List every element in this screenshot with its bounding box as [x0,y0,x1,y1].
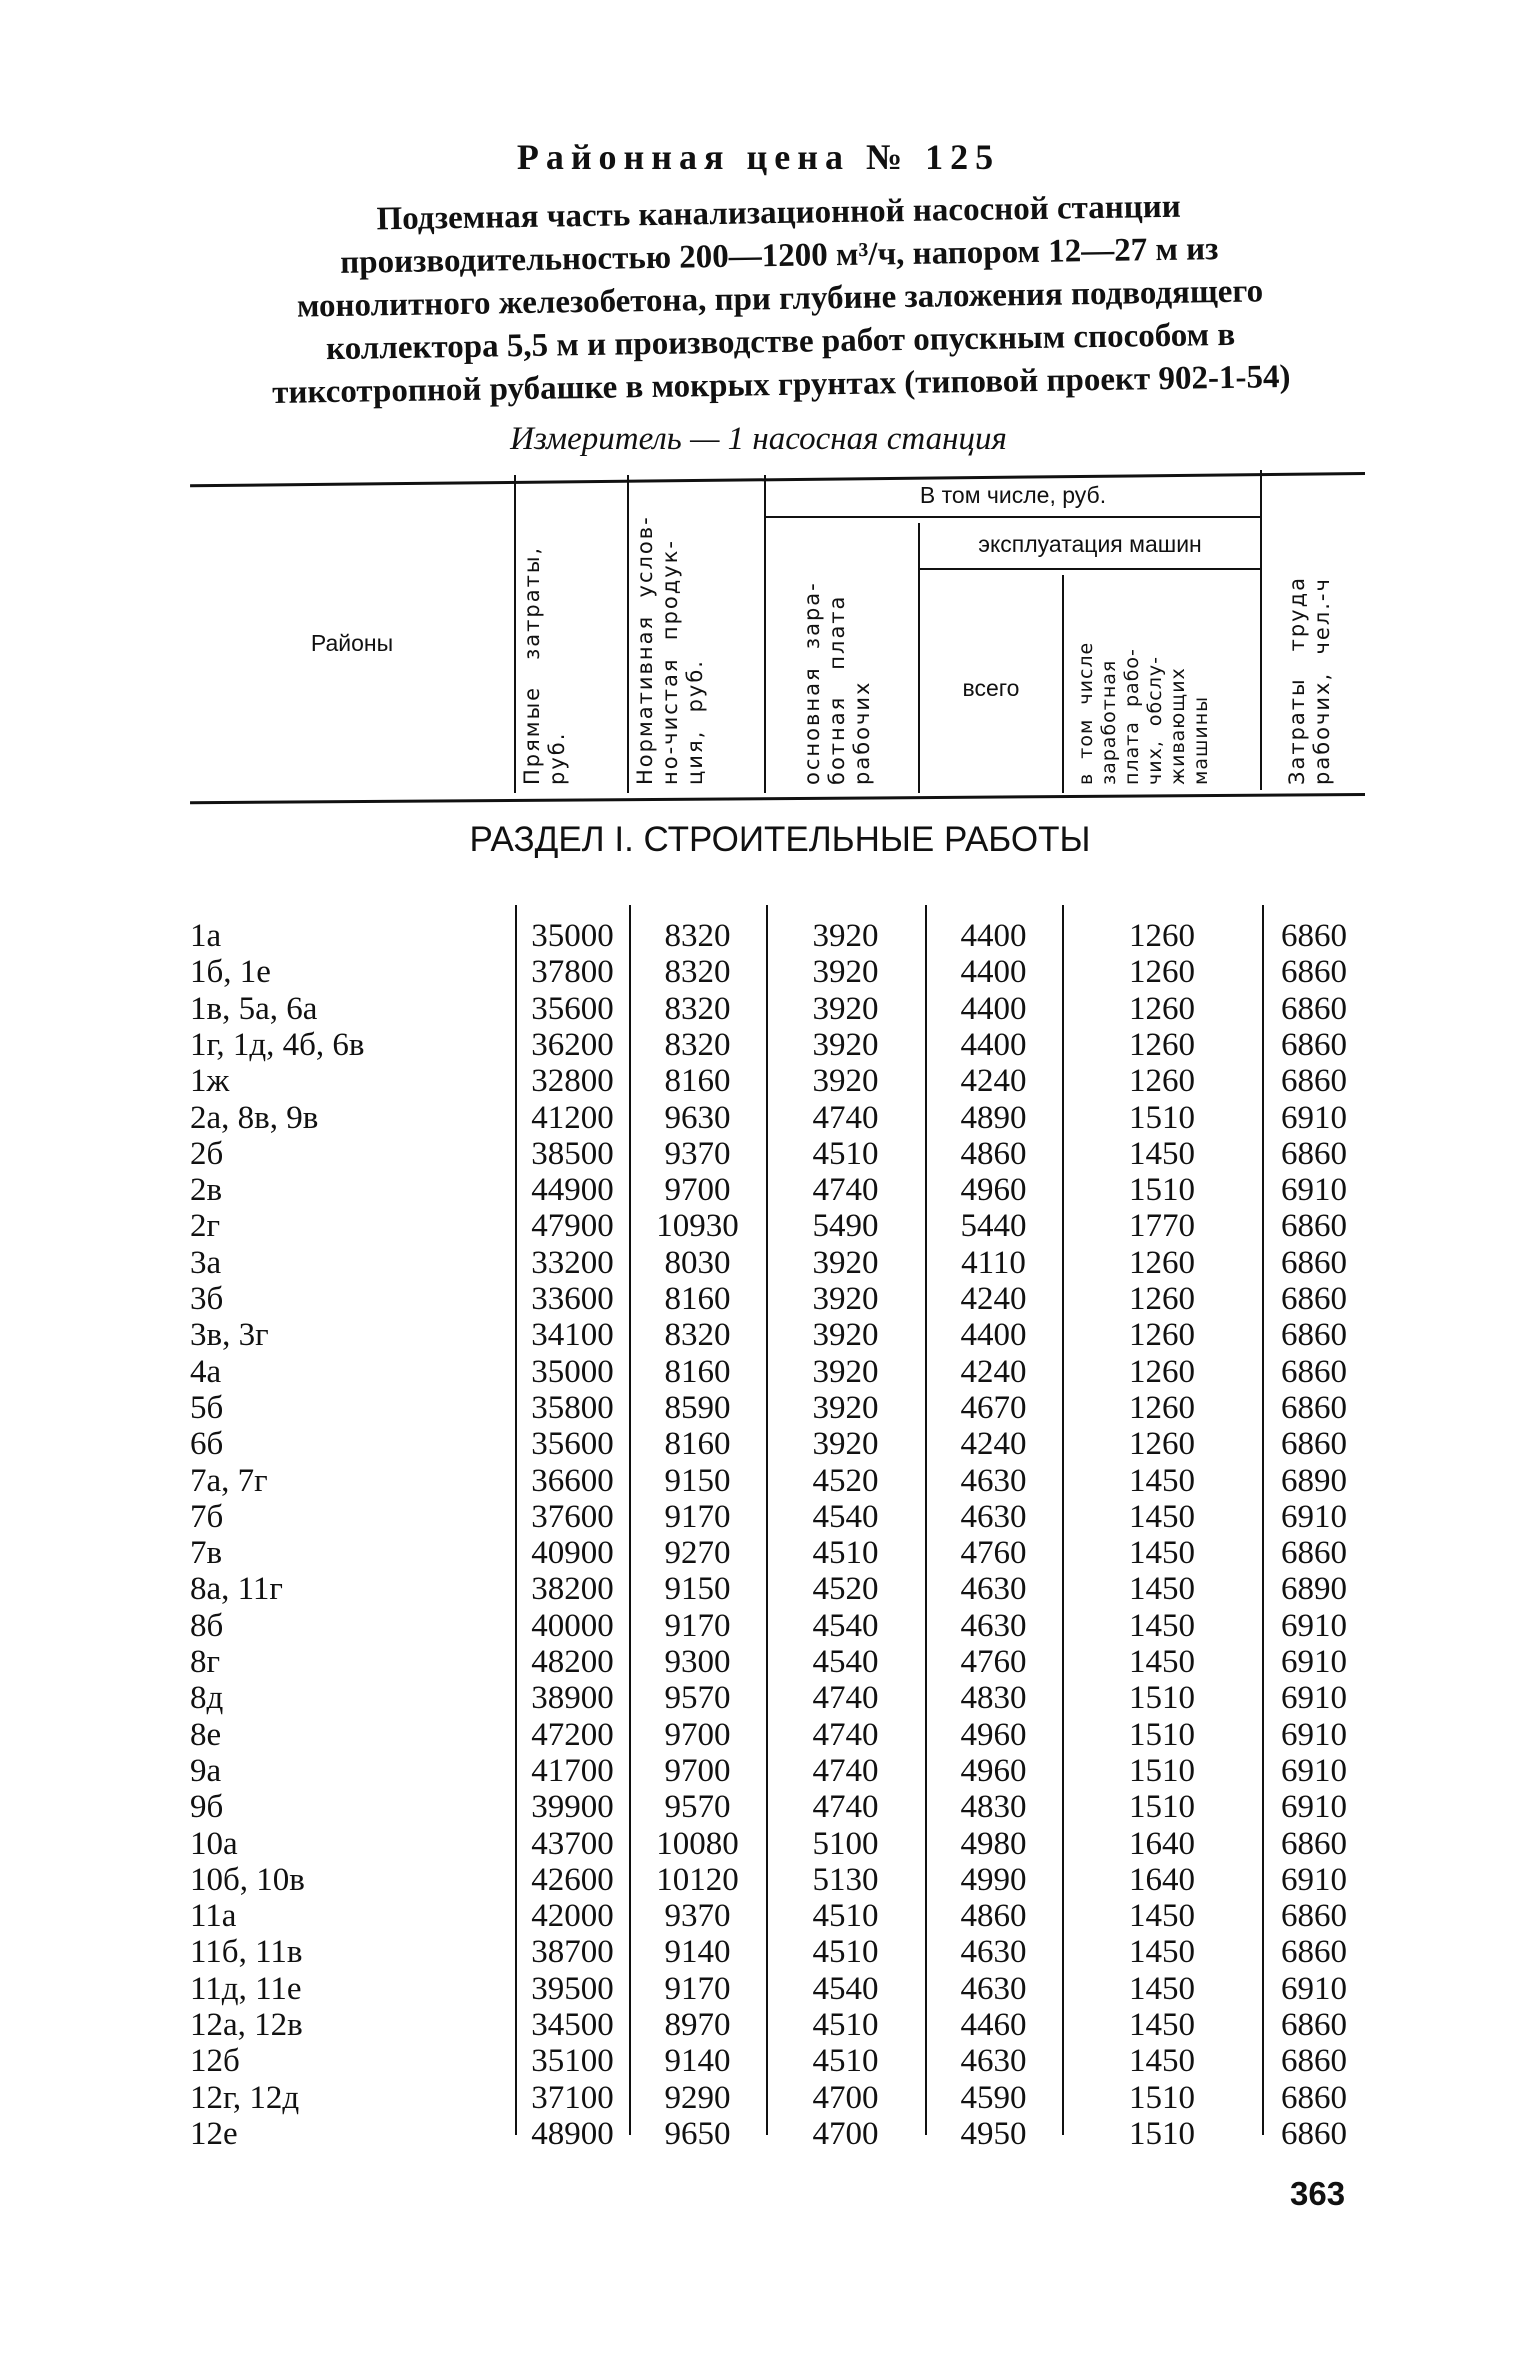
operator-wage-cell: 1260 [1129,954,1195,991]
operator-wage-cell: 1450 [1129,1498,1195,1535]
header-normative-product: Нормативная услов- но-чистая продук- ция, руб. [633,515,707,785]
header-divider [627,475,629,793]
table-row [0,1390,1517,1426]
header-machine-operation: эксплуатация машин [978,531,1202,557]
header-direct-costs: Прямые затраты, руб. [520,545,569,785]
direct-costs-cell: 34500 [531,2007,614,2043]
machine-total-cell: 5440 [960,1208,1027,1245]
header-labor: Затраты труда рабочих, чел.-ч [1285,576,1334,785]
machine-total-cell: 4590 [960,2079,1027,2116]
operator-wage-cell: 1450 [1129,1607,1195,1644]
direct-costs-cell: 39500 [531,1970,614,2007]
normative-product-cell: 9140 [664,2043,731,2080]
table-row [0,1245,1517,1281]
region-label: 7а, 7г [190,1462,268,1499]
direct-costs-cell: 42600 [531,1861,614,1898]
base-wage-cell: 4540 [812,1644,879,1680]
direct-costs-cell: 35600 [531,1426,614,1463]
table-row [0,1862,1517,1898]
table-row [0,1281,1517,1317]
machine-total-cell: 4830 [960,1680,1027,1717]
normative-product-cell: 9650 [664,2115,731,2152]
region-label: 12б [190,2043,240,2080]
labor-cost-cell: 6860 [1281,1317,1347,1354]
table-row [0,1608,1517,1644]
base-wage-cell: 4740 [812,1752,879,1789]
operator-wage-cell: 1260 [1129,990,1195,1027]
region-label: 10а [190,1825,238,1862]
operator-wage-cell: 1510 [1129,1716,1195,1753]
machine-total-cell: 4630 [960,1462,1027,1499]
table-row [0,1463,1517,1499]
labor-cost-cell: 6860 [1281,1135,1347,1172]
table-row [0,991,1517,1027]
direct-costs-cell: 41700 [531,1752,614,1789]
price-description: Подземная часть канализационной насосной станции производительностью 200—1200 м³/ч, напором 12—27 м из монолитного железобетона, при глубине заложения подводящего коллектора 5,5 м и производстве работ опускным способом в тиксотропной рубашке в мокрых грунтах (типовой проект 902-1-54) [271,188,1291,411]
base-wage-cell: 3920 [812,1353,879,1390]
section-title: РАЗДЕЛ I. СТРОИТЕЛЬНЫЕ РАБОТЫ [469,820,1091,859]
table-row [0,1063,1517,1099]
base-wage-cell: 5100 [812,1825,879,1862]
machine-total-cell: 4240 [960,1063,1027,1100]
operator-wage-cell: 1450 [1129,1571,1195,1608]
normative-product-cell: 8970 [664,2007,731,2043]
normative-product-cell: 9270 [664,1535,731,1572]
operator-wage-cell: 1510 [1129,1172,1195,1209]
region-label: 6б [190,1426,224,1463]
operator-wage-cell: 1450 [1129,1934,1195,1971]
table-row [0,1136,1517,1172]
machine-total-cell: 4960 [960,1752,1027,1789]
labor-cost-cell: 6860 [1281,1825,1347,1862]
normative-product-cell: 9140 [664,1934,731,1971]
table-row [0,1898,1517,1934]
labor-cost-cell: 6910 [1281,1680,1347,1717]
machine-total-cell: 4950 [960,2115,1027,2152]
normative-product-cell: 9700 [664,1716,731,1753]
labor-cost-cell: 6860 [1281,1208,1347,1245]
machine-total-cell: 4630 [960,1934,1027,1971]
machine-total-cell: 4110 [961,1244,1026,1281]
base-wage-cell: 4740 [812,1716,879,1753]
region-label: 12г, 12д [190,2079,300,2116]
operator-wage-cell: 1770 [1129,1208,1195,1245]
table-row [0,1789,1517,1825]
normative-product-cell: 9150 [664,1462,731,1499]
measurement-unit: Измеритель — 1 насосная станция [510,421,1007,457]
labor-cost-cell: 6910 [1281,1752,1347,1789]
header-divider [514,475,516,793]
normative-product-cell: 8160 [664,1426,731,1463]
normative-product-cell: 9570 [664,1680,731,1717]
table-row [0,1680,1517,1716]
base-wage-cell: 4540 [812,1970,879,2007]
region-label: 12е [190,2115,238,2152]
normative-product-cell: 9370 [664,1135,731,1172]
normative-product-cell: 8320 [664,918,731,954]
machine-total-cell: 4240 [960,1281,1027,1317]
normative-product-cell: 9290 [664,2079,731,2116]
direct-costs-cell: 38500 [531,1135,614,1172]
normative-product-cell: 9370 [664,1898,731,1935]
table-row [0,1027,1517,1063]
operator-wage-cell: 1450 [1129,1898,1195,1935]
machine-total-cell: 4630 [960,1571,1027,1608]
table-row [0,2007,1517,2043]
region-label: 9а [190,1752,222,1789]
direct-costs-cell: 38700 [531,1934,614,1971]
labor-cost-cell: 6910 [1281,1970,1347,2007]
header-bottom-rule [190,793,1365,804]
operator-wage-cell: 1510 [1129,2079,1195,2116]
base-wage-cell: 3920 [812,1426,879,1463]
labor-cost-cell: 6910 [1281,1789,1347,1826]
region-label: 1в, 5а, 6а [190,990,318,1027]
labor-cost-cell: 6910 [1281,1172,1347,1209]
region-label: 2а, 8в, 9в [190,1099,319,1136]
region-label: 7б [190,1498,224,1535]
labor-cost-cell: 6890 [1281,1462,1347,1499]
normative-product-cell: 8590 [664,1389,731,1426]
base-wage-cell: 3920 [812,1063,879,1100]
base-wage-cell: 4700 [812,2115,879,2152]
direct-costs-cell: 38900 [531,1680,614,1717]
base-wage-cell: 3920 [812,990,879,1027]
region-label: 1ж [190,1063,230,1100]
base-wage-cell: 4510 [812,1934,879,1971]
table-row [0,1317,1517,1353]
normative-product-cell: 9170 [664,1607,731,1644]
region-label: 1б, 1е [190,954,271,991]
machines-rule [920,568,1260,570]
direct-costs-cell: 40900 [531,1535,614,1572]
table-row [0,1934,1517,1970]
header-divider [1260,470,1262,790]
operator-wage-cell: 1640 [1129,1861,1195,1898]
normative-product-cell: 8320 [664,954,731,991]
machine-total-cell: 4630 [960,2043,1027,2080]
region-label: 9б [190,1789,224,1826]
direct-costs-cell: 37600 [531,1498,614,1535]
table-row [0,2080,1517,2116]
operator-wage-cell: 1260 [1129,1281,1195,1317]
labor-cost-cell: 6860 [1281,1353,1347,1390]
table-row [0,1100,1517,1136]
direct-costs-cell: 40000 [531,1607,614,1644]
header-total: всего [962,675,1020,701]
labor-cost-cell: 6910 [1281,1607,1347,1644]
labor-cost-cell: 6860 [1281,2007,1347,2043]
normative-product-cell: 8160 [664,1353,731,1390]
table-row [0,1208,1517,1244]
region-label: 2г [190,1208,221,1245]
region-label: 2в [190,1172,223,1209]
operator-wage-cell: 1450 [1129,1970,1195,2007]
normative-product-cell: 10080 [656,1825,739,1862]
direct-costs-cell: 36200 [531,1026,614,1063]
region-label: 8б [190,1607,224,1644]
base-wage-cell: 4510 [812,2043,879,2080]
machine-total-cell: 4400 [960,918,1027,954]
base-wage-cell: 4740 [812,1680,879,1717]
header-divider [1062,575,1064,793]
table-row [0,1644,1517,1680]
normative-product-cell: 9170 [664,1970,731,2007]
operator-wage-cell: 1260 [1129,918,1195,954]
region-label: 8д [190,1680,224,1717]
direct-costs-cell: 35600 [531,990,614,1027]
labor-cost-cell: 6910 [1281,1099,1347,1136]
direct-costs-cell: 35800 [531,1389,614,1426]
labor-cost-cell: 6860 [1281,2043,1347,2080]
machine-total-cell: 4400 [960,990,1027,1027]
region-label: 8г [190,1644,221,1680]
base-wage-cell: 3920 [812,954,879,991]
machine-total-cell: 4960 [960,1172,1027,1209]
normative-product-cell: 9570 [664,1789,731,1826]
machine-total-cell: 4890 [960,1099,1027,1136]
operator-wage-cell: 1510 [1129,1752,1195,1789]
region-label: 5б [190,1389,224,1426]
direct-costs-cell: 32800 [531,1063,614,1100]
machine-total-cell: 4960 [960,1716,1027,1753]
table-row [0,1426,1517,1462]
labor-cost-cell: 6890 [1281,1571,1347,1608]
normative-product-cell: 8320 [664,1317,731,1354]
labor-cost-cell: 6860 [1281,1026,1347,1063]
operator-wage-cell: 1510 [1129,2115,1195,2152]
labor-cost-cell: 6910 [1281,1716,1347,1753]
normative-product-cell: 9150 [664,1571,731,1608]
machine-total-cell: 4760 [960,1644,1027,1680]
labor-cost-cell: 6860 [1281,1934,1347,1971]
header-divider [918,523,920,793]
machine-total-cell: 4860 [960,1898,1027,1935]
direct-costs-cell: 39900 [531,1789,614,1826]
region-label: 1а [190,918,222,954]
base-wage-cell: 4740 [812,1099,879,1136]
labor-cost-cell: 6910 [1281,1498,1347,1535]
table-row [0,1571,1517,1607]
machine-total-cell: 4980 [960,1825,1027,1862]
direct-costs-cell: 37800 [531,954,614,991]
machine-total-cell: 4400 [960,1026,1027,1063]
direct-costs-cell: 42000 [531,1898,614,1935]
normative-product-cell: 9170 [664,1498,731,1535]
base-wage-cell: 3920 [812,918,879,954]
header-including: В том числе, руб. [919,482,1107,508]
operator-wage-cell: 1510 [1129,1099,1195,1136]
labor-cost-cell: 6910 [1281,1861,1347,1898]
direct-costs-cell: 36600 [531,1462,614,1499]
table-row [0,1717,1517,1753]
direct-costs-cell: 34100 [531,1317,614,1354]
labor-cost-cell: 6860 [1281,954,1347,991]
direct-costs-cell: 38200 [531,1571,614,1608]
direct-costs-cell: 47900 [531,1208,614,1245]
normative-product-cell: 8030 [664,1244,731,1281]
normative-product-cell: 8320 [664,1026,731,1063]
labor-cost-cell: 6860 [1281,1063,1347,1100]
region-label: 10б, 10в [190,1861,305,1898]
base-wage-cell: 4510 [812,1535,879,1572]
direct-costs-cell: 41200 [531,1099,614,1136]
base-wage-cell: 4740 [812,1172,879,1209]
operator-wage-cell: 1450 [1129,1135,1195,1172]
region-label: 12а, 12в [190,2007,303,2043]
region-label: 3б [190,1281,224,1317]
operator-wage-cell: 1510 [1129,1680,1195,1717]
base-wage-cell: 3920 [812,1244,879,1281]
labor-cost-cell: 6860 [1281,1281,1347,1317]
table-row [0,1535,1517,1571]
operator-wage-cell: 1260 [1129,1317,1195,1354]
direct-costs-cell: 33600 [531,1281,614,1317]
machine-total-cell: 4400 [960,1317,1027,1354]
region-label: 1г, 1д, 4б, 6в [190,1026,365,1063]
normative-product-cell: 9630 [664,1099,731,1136]
base-wage-cell: 5490 [812,1208,879,1245]
machine-total-cell: 4400 [960,954,1027,991]
base-wage-cell: 4520 [812,1571,879,1608]
base-wage-cell: 3920 [812,1317,879,1354]
direct-costs-cell: 35000 [531,918,614,954]
labor-cost-cell: 6910 [1281,1644,1347,1680]
table-row [0,1753,1517,1789]
operator-wage-cell: 1260 [1129,1244,1195,1281]
normative-product-cell: 9300 [664,1644,731,1680]
region-label: 11б, 11в [190,1934,303,1971]
machine-total-cell: 4830 [960,1789,1027,1826]
labor-cost-cell: 6860 [1281,2079,1347,2116]
operator-wage-cell: 1260 [1129,1353,1195,1390]
region-label: 7в [190,1535,223,1572]
normative-product-cell: 8320 [664,990,731,1027]
operator-wage-cell: 1260 [1129,1026,1195,1063]
operator-wage-cell: 1510 [1129,1789,1195,1826]
base-wage-cell: 3920 [812,1026,879,1063]
table-row [0,1172,1517,1208]
table-row [0,954,1517,990]
header-regions: Районы [310,630,394,656]
labor-cost-cell: 6860 [1281,1535,1347,1572]
direct-costs-cell: 44900 [531,1172,614,1209]
machine-total-cell: 4670 [960,1389,1027,1426]
labor-cost-cell: 6860 [1281,1244,1347,1281]
operator-wage-cell: 1260 [1129,1063,1195,1100]
machine-total-cell: 4860 [960,1135,1027,1172]
region-label: 3в, 3г [190,1317,269,1354]
table-row [0,918,1517,954]
machine-total-cell: 4240 [960,1353,1027,1390]
base-wage-cell: 4510 [812,2007,879,2043]
base-wage-cell: 5130 [812,1861,879,1898]
table-row [0,2043,1517,2079]
direct-costs-cell: 33200 [531,1244,614,1281]
labor-cost-cell: 6860 [1281,918,1347,954]
normative-product-cell: 8160 [664,1281,731,1317]
region-label: 8а, 11г [190,1571,283,1608]
table-row [0,1499,1517,1535]
base-wage-cell: 4520 [812,1462,879,1499]
machine-total-cell: 4760 [960,1535,1027,1572]
including-rule [766,516,1260,518]
table-row [0,2116,1517,2152]
operator-wage-cell: 1450 [1129,2043,1195,2080]
operator-wage-cell: 1450 [1129,1462,1195,1499]
normative-product-cell: 9700 [664,1172,731,1209]
base-wage-cell: 3920 [812,1281,879,1317]
normative-product-cell: 8160 [664,1063,731,1100]
machine-total-cell: 4630 [960,1970,1027,2007]
base-wage-cell: 3920 [812,1389,879,1426]
labor-cost-cell: 6860 [1281,2115,1347,2152]
machine-total-cell: 4460 [960,2007,1027,2043]
region-label: 2б [190,1135,224,1172]
base-wage-cell: 4740 [812,1789,879,1826]
direct-costs-cell: 37100 [531,2079,614,2116]
machine-total-cell: 4630 [960,1498,1027,1535]
region-label: 8е [190,1716,222,1753]
machine-total-cell: 4990 [960,1861,1027,1898]
page-number: 363 [1290,2175,1346,2212]
table-row [0,1826,1517,1862]
machine-total-cell: 4240 [960,1426,1027,1463]
labor-cost-cell: 6860 [1281,1389,1347,1426]
labor-cost-cell: 6860 [1281,990,1347,1027]
direct-costs-cell: 35100 [531,2043,614,2080]
region-label: 11д, 11е [190,1970,302,2007]
operator-wage-cell: 1260 [1129,1389,1195,1426]
price-title: Районная цена № 125 [516,137,1001,177]
direct-costs-cell: 47200 [531,1716,614,1753]
operator-wage-cell: 1640 [1129,1825,1195,1862]
table-row [0,1971,1517,2007]
labor-cost-cell: 6860 [1281,1426,1347,1463]
base-wage-cell: 4510 [812,1898,879,1935]
base-wage-cell: 4540 [812,1498,879,1535]
base-wage-cell: 4510 [812,1135,879,1172]
direct-costs-cell: 48200 [531,1644,614,1680]
table-row [0,1354,1517,1390]
direct-costs-cell: 35000 [531,1353,614,1390]
machine-total-cell: 4630 [960,1607,1027,1644]
normative-product-cell: 10930 [656,1208,739,1245]
region-label: 11а [190,1898,237,1935]
labor-cost-cell: 6860 [1281,1898,1347,1935]
operator-wage-cell: 1450 [1129,2007,1195,2043]
base-wage-cell: 4540 [812,1607,879,1644]
header-divider [764,475,766,793]
operator-wage-cell: 1450 [1129,1535,1195,1572]
header-base-wage: основная зара- ботная плата рабочих [800,581,874,785]
header-operator-wage: в том числе заработная плата рабо- чих, обслу- живающих машины [1075,641,1212,785]
operator-wage-cell: 1260 [1129,1426,1195,1463]
direct-costs-cell: 43700 [531,1825,614,1862]
normative-product-cell: 10120 [656,1861,739,1898]
region-label: 3а [190,1244,222,1281]
base-wage-cell: 4700 [812,2079,879,2116]
normative-product-cell: 9700 [664,1752,731,1789]
direct-costs-cell: 48900 [531,2115,614,2152]
region-label: 4а [190,1353,222,1390]
operator-wage-cell: 1450 [1129,1644,1195,1680]
